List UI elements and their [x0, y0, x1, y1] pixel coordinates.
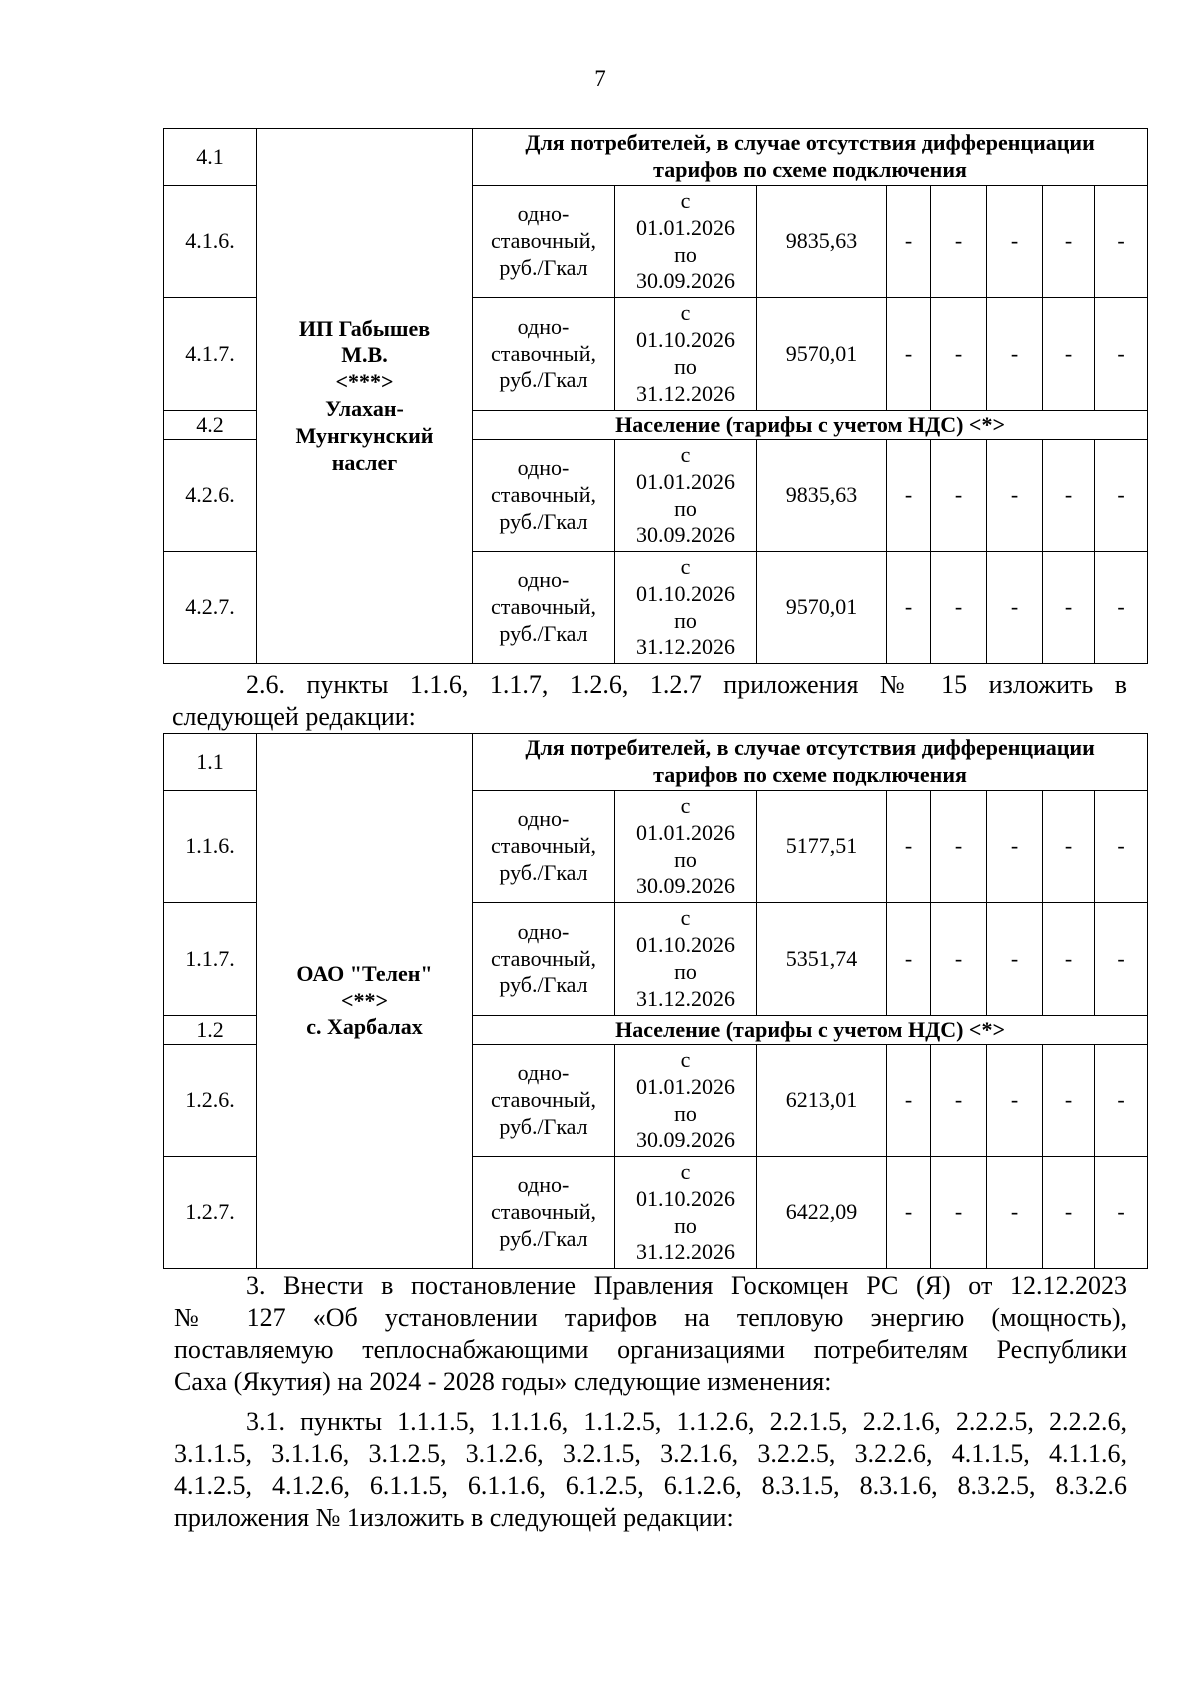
- row-code: 1.2.6.: [164, 1045, 257, 1157]
- tariff-table-1: [163, 128, 1148, 664]
- empty-value: -: [1043, 298, 1095, 411]
- empty-value: -: [931, 298, 987, 411]
- organization-cell: ИП Габышев М.В. <***> Улахан- Мунгкунский наслег: [257, 129, 473, 664]
- page-number: 7: [594, 66, 606, 91]
- tariff-type: одно- ставочный, руб./Гкал: [473, 298, 615, 411]
- empty-value: -: [1095, 298, 1148, 411]
- tariff-value: 6422,09: [757, 1157, 887, 1269]
- empty-value: -: [931, 903, 987, 1016]
- empty-value: -: [987, 791, 1043, 903]
- row-code: 1.2: [164, 1016, 257, 1045]
- tariff-type: одно- ставочный, руб./Гкал: [473, 440, 615, 552]
- empty-value: -: [1095, 791, 1148, 903]
- row-code: 1.1.7.: [164, 903, 257, 1016]
- tariff-value: 5351,74: [757, 903, 887, 1016]
- tariff-type: одно- ставочный, руб./Гкал: [473, 1045, 615, 1157]
- row-code: 4.1.6.: [164, 186, 257, 298]
- paragraph-3-1: 3.1. пункты 1.1.1.5, 1.1.1.6, 1.1.2.5, 1.1.2.6, 2.2.1.5, 2.2.1.6, 2.2.2.5, 2.2.2.6, 3.1.1.5, 3.1.1.6, 3.1.2.5, 3.1.2.6, 3.2.1.5, 3.2.1.6, 3.2.2.5, 3.2.2.6, 4.1.1.5, 4.1.1.6, 4.1.2.5, 4.1.2.6, 6.1.1.5, 6.1.1.6, 6.1.2.5, 6.1.2.6, 8.3.1.5, 8.3.1.6, 8.3.2.5, 8.3.2.6 приложения № 1изложить в следующей редакции:: [174, 1407, 1127, 1532]
- empty-value: -: [887, 1157, 931, 1269]
- tariff-value: 9570,01: [757, 552, 887, 664]
- empty-value: -: [1095, 903, 1148, 1016]
- tariff-value: 5177,51: [757, 791, 887, 903]
- empty-value: -: [887, 1045, 931, 1157]
- tariff-period: с 01.01.2026 по 30.09.2026: [615, 1045, 757, 1157]
- paragraph-2-6: 2.6. пункты 1.1.6, 1.1.7, 1.2.6, 1.2.7 приложения № 15 изложить в следующей редакции:: [172, 670, 1127, 731]
- empty-value: -: [1095, 1045, 1148, 1157]
- empty-value: -: [887, 298, 931, 411]
- tariff-period: с 01.10.2026 по 31.12.2026: [615, 1157, 757, 1269]
- empty-value: -: [1043, 1157, 1095, 1269]
- empty-value: -: [931, 440, 987, 552]
- row-code: 4.1.7.: [164, 298, 257, 411]
- empty-value: -: [931, 1157, 987, 1269]
- row-code: 1.2.7.: [164, 1157, 257, 1269]
- row-code: 4.2.7.: [164, 552, 257, 664]
- empty-value: -: [931, 552, 987, 664]
- tariff-table-2: [163, 733, 1148, 1269]
- tariff-type: одно- ставочный, руб./Гкал: [473, 903, 615, 1016]
- empty-value: -: [887, 186, 931, 298]
- tariff-type: одно- ставочный, руб./Гкал: [473, 186, 615, 298]
- tariff-value: 9835,63: [757, 440, 887, 552]
- empty-value: -: [887, 440, 931, 552]
- empty-value: -: [1043, 186, 1095, 298]
- empty-value: -: [887, 552, 931, 664]
- empty-value: -: [987, 903, 1043, 1016]
- empty-value: -: [1095, 1157, 1148, 1269]
- row-code: 4.2: [164, 411, 257, 440]
- tariff-period: с 01.10.2026 по 31.12.2026: [615, 298, 757, 411]
- empty-value: -: [987, 298, 1043, 411]
- section-header: Для потребителей, в случае отсутствия дифференциации тарифов по схеме подключения: [473, 129, 1148, 186]
- empty-value: -: [1043, 791, 1095, 903]
- row-code: 1.1: [164, 734, 257, 791]
- empty-value: -: [1095, 552, 1148, 664]
- organization-cell: ОАО "Телен" <**> с. Харбалах: [257, 734, 473, 1269]
- empty-value: -: [987, 1157, 1043, 1269]
- tariff-period: с 01.01.2026 по 30.09.2026: [615, 791, 757, 903]
- tariff-period: с 01.10.2026 по 31.12.2026: [615, 903, 757, 1016]
- row-code: 1.1.6.: [164, 791, 257, 903]
- empty-value: -: [1095, 440, 1148, 552]
- tariff-type: одно- ставочный, руб./Гкал: [473, 791, 615, 903]
- tariff-value: 9570,01: [757, 298, 887, 411]
- paragraph-3: 3. Внести в постановление Правления Госкомцен РС (Я) от 12.12.2023 № 127 «Об установлении тарифов на тепловую энергию (мощность), поставляемую теплоснабжающими организациями потребителям Республики Саха (Якутия) на 2024 - 2028 годы» следующие изменения:: [174, 1271, 1127, 1396]
- empty-value: -: [987, 1045, 1043, 1157]
- empty-value: -: [931, 791, 987, 903]
- empty-value: -: [887, 791, 931, 903]
- tariff-period: с 01.01.2026 по 30.09.2026: [615, 186, 757, 298]
- row-code: 4.2.6.: [164, 440, 257, 552]
- empty-value: -: [1043, 440, 1095, 552]
- empty-value: -: [1043, 1045, 1095, 1157]
- tariff-type: одно- ставочный, руб./Гкал: [473, 1157, 615, 1269]
- empty-value: -: [987, 552, 1043, 664]
- tariff-period: с 01.10.2026 по 31.12.2026: [615, 552, 757, 664]
- row-code: 4.1: [164, 129, 257, 186]
- empty-value: -: [931, 186, 987, 298]
- empty-value: -: [987, 186, 1043, 298]
- section-header: Население (тарифы с учетом НДС) <*>: [473, 1016, 1148, 1045]
- empty-value: -: [1043, 903, 1095, 1016]
- tariff-period: с 01.01.2026 по 30.09.2026: [615, 440, 757, 552]
- empty-value: -: [1095, 186, 1148, 298]
- tariff-type: одно- ставочный, руб./Гкал: [473, 552, 615, 664]
- tariff-value: 9835,63: [757, 186, 887, 298]
- empty-value: -: [931, 1045, 987, 1157]
- tariff-value: 6213,01: [757, 1045, 887, 1157]
- empty-value: -: [1043, 552, 1095, 664]
- empty-value: -: [987, 440, 1043, 552]
- section-header: Для потребителей, в случае отсутствия дифференциации тарифов по схеме подключения: [473, 734, 1148, 791]
- section-header: Население (тарифы с учетом НДС) <*>: [473, 411, 1148, 440]
- empty-value: -: [887, 903, 931, 1016]
